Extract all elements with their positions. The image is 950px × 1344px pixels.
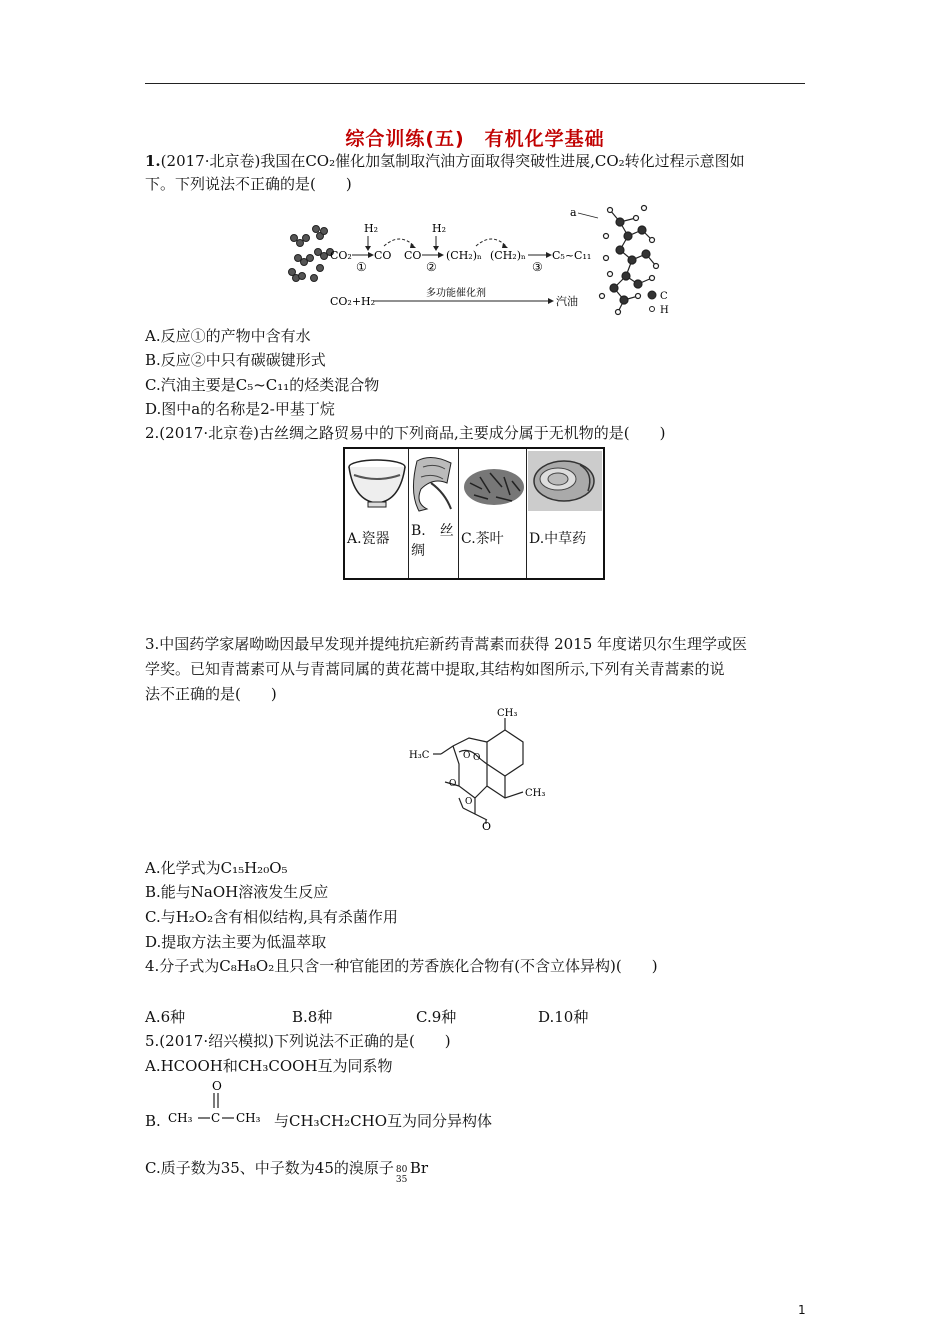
q5-option-a[interactable]: A.HCOOH和CH₃COOH互为同系物 <box>145 1057 393 1075</box>
q4-option-b[interactable]: B.8种 <box>292 1008 333 1026</box>
c5-c11-label: C₅~C₁₁ <box>552 249 592 262</box>
q4-stem: 4.分子式为C₈H₈O₂且只含一种官能团的芳香族化合物有(不含立体异构)( ) <box>145 957 658 975</box>
q1-option-b[interactable]: B.反应②中只有碳碳键形式 <box>145 351 326 369</box>
q2-stem: 2.(2017·北京卷)古丝绸之路贸易中的下列商品,主要成分属于无机物的是( ) <box>145 424 666 442</box>
co2-h2-label: CO₂+H₂ <box>330 295 376 308</box>
header-rule <box>145 83 805 84</box>
q5-option-b-text: 与CH₃CH₂CHO互为同分异构体 <box>274 1112 492 1130</box>
artemisinin-structure <box>405 702 545 832</box>
legend-c: C <box>660 291 668 302</box>
q2-label-a: A.瓷器 <box>347 531 390 547</box>
q4-option-a[interactable]: A.6种 <box>145 1008 186 1026</box>
ch3-right: CH₃ <box>525 788 545 799</box>
q2-item-c[interactable] <box>459 449 527 578</box>
ch2n-label-2: (CH₂)ₙ <box>490 249 526 262</box>
mass-number: 80 <box>395 1165 408 1175</box>
q1-option-c[interactable]: C.汽油主要是C₅~C₁₁的烃类混合物 <box>145 376 380 394</box>
q2-label-b: B. 丝绸 <box>411 523 454 559</box>
h3c-left: H₃C <box>409 750 430 761</box>
co2-conversion-diagram <box>280 196 670 322</box>
q1-option-d[interactable]: D.图中a的名称是2-甲基丁烷 <box>145 400 335 418</box>
acetone-structure <box>166 1078 270 1128</box>
step-1-marker: ① <box>356 260 367 274</box>
page-title: 综合训练(五) 有机化学基础 <box>345 128 605 150</box>
q4-option-c[interactable]: C.9种 <box>416 1008 457 1026</box>
hydrogen-legend-icon <box>650 307 655 312</box>
porcelain-bowl-icon <box>346 453 408 513</box>
methyl-right: CH₃ <box>236 1111 261 1125</box>
q3-stem-line3: 法不正确的是( ) <box>145 685 277 703</box>
gasoline-label: 汽油 <box>556 295 578 308</box>
q1-stem-line2: 下。下列说法不正确的是( ) <box>145 175 352 193</box>
co2-molecules-icon <box>289 226 334 282</box>
page-number: 1 <box>798 1303 806 1317</box>
tea-leaves-icon <box>460 453 526 513</box>
q1-option-a[interactable]: A.反应①的产物中含有水 <box>145 327 311 345</box>
ch2n-label-1: (CH₂)ₙ <box>446 249 482 262</box>
q3-stem-line1: 3.中国药学家屠呦呦因最早发现并提纯抗疟新药青蒿素而获得 2015 年度诺贝尔生理学或医 <box>145 635 748 653</box>
q2-item-a[interactable] <box>345 449 409 578</box>
bromine-symbol: Br <box>409 1159 429 1177</box>
carbon-legend-icon <box>648 291 656 299</box>
svg-text:O: O <box>449 779 457 789</box>
catalyst-label: 多功能催化剂 <box>426 288 486 299</box>
co2-label: CO₂ <box>330 249 352 262</box>
methyl-left: CH₃ <box>168 1111 193 1125</box>
q1-number: 1. <box>145 152 161 170</box>
herbal-medicine-icon <box>528 451 602 511</box>
q2-label-c: C.茶叶 <box>461 531 504 547</box>
h2-label-1: H₂ <box>364 222 379 235</box>
atomic-number: 35 <box>395 1175 408 1185</box>
q3-option-b[interactable]: B.能与NaOH溶液发生反应 <box>145 883 329 901</box>
q2-picture-table <box>343 447 605 580</box>
q2-item-d[interactable] <box>527 449 603 578</box>
h2-label-2: H₂ <box>432 222 447 235</box>
q4-option-d[interactable]: D.10种 <box>538 1008 589 1026</box>
co-label-2: CO <box>404 249 422 262</box>
bromine-isotope-notation <box>394 1157 410 1185</box>
silk-icon <box>411 453 457 513</box>
svg-text:C: C <box>211 1111 221 1125</box>
q1-stem-text: (2017·北京卷)我国在CO₂催化加氢制取汽油方面取得突破性进展,CO₂转化过程示意图如 <box>160 152 745 170</box>
q5-option-c[interactable] <box>145 1157 429 1185</box>
q3-option-c[interactable]: C.与H₂O₂含有相似结构,具有杀菌作用 <box>145 908 398 926</box>
legend-h: H <box>660 305 669 316</box>
step-3-marker: ③ <box>532 260 543 274</box>
svg-text:O: O <box>465 797 473 807</box>
q5-option-c-text: C.质子数为35、中子数为45的溴原子 <box>145 1159 394 1177</box>
q5-option-b-prefix[interactable]: B. <box>145 1112 161 1130</box>
co-label-1: CO <box>374 249 392 262</box>
q3-option-d[interactable]: D.提取方法主要为低温萃取 <box>145 933 327 951</box>
label-a: a <box>570 206 577 219</box>
step-2-marker: ② <box>426 260 437 274</box>
ch3-top: CH₃ <box>497 708 518 719</box>
q3-stem-line2: 学奖。已知青蒿素可从与青蒿同属的黄花蒿中提取,其结构如图所示,下列有关青蒿素的说 <box>145 660 725 678</box>
q1-stem-line1 <box>145 150 745 172</box>
svg-text:O: O <box>473 753 481 763</box>
q3-option-a[interactable]: A.化学式为C₁₅H₂₀O₅ <box>145 859 288 877</box>
q2-label-d: D.中草药 <box>529 531 587 547</box>
o-bottom: O <box>482 820 492 832</box>
q2-item-b[interactable] <box>409 449 459 578</box>
svg-text:O: O <box>463 751 471 761</box>
q5-stem: 5.(2017·绍兴模拟)下列说法不正确的是( ) <box>145 1032 451 1050</box>
carbonyl-oxygen: O <box>212 1079 222 1093</box>
